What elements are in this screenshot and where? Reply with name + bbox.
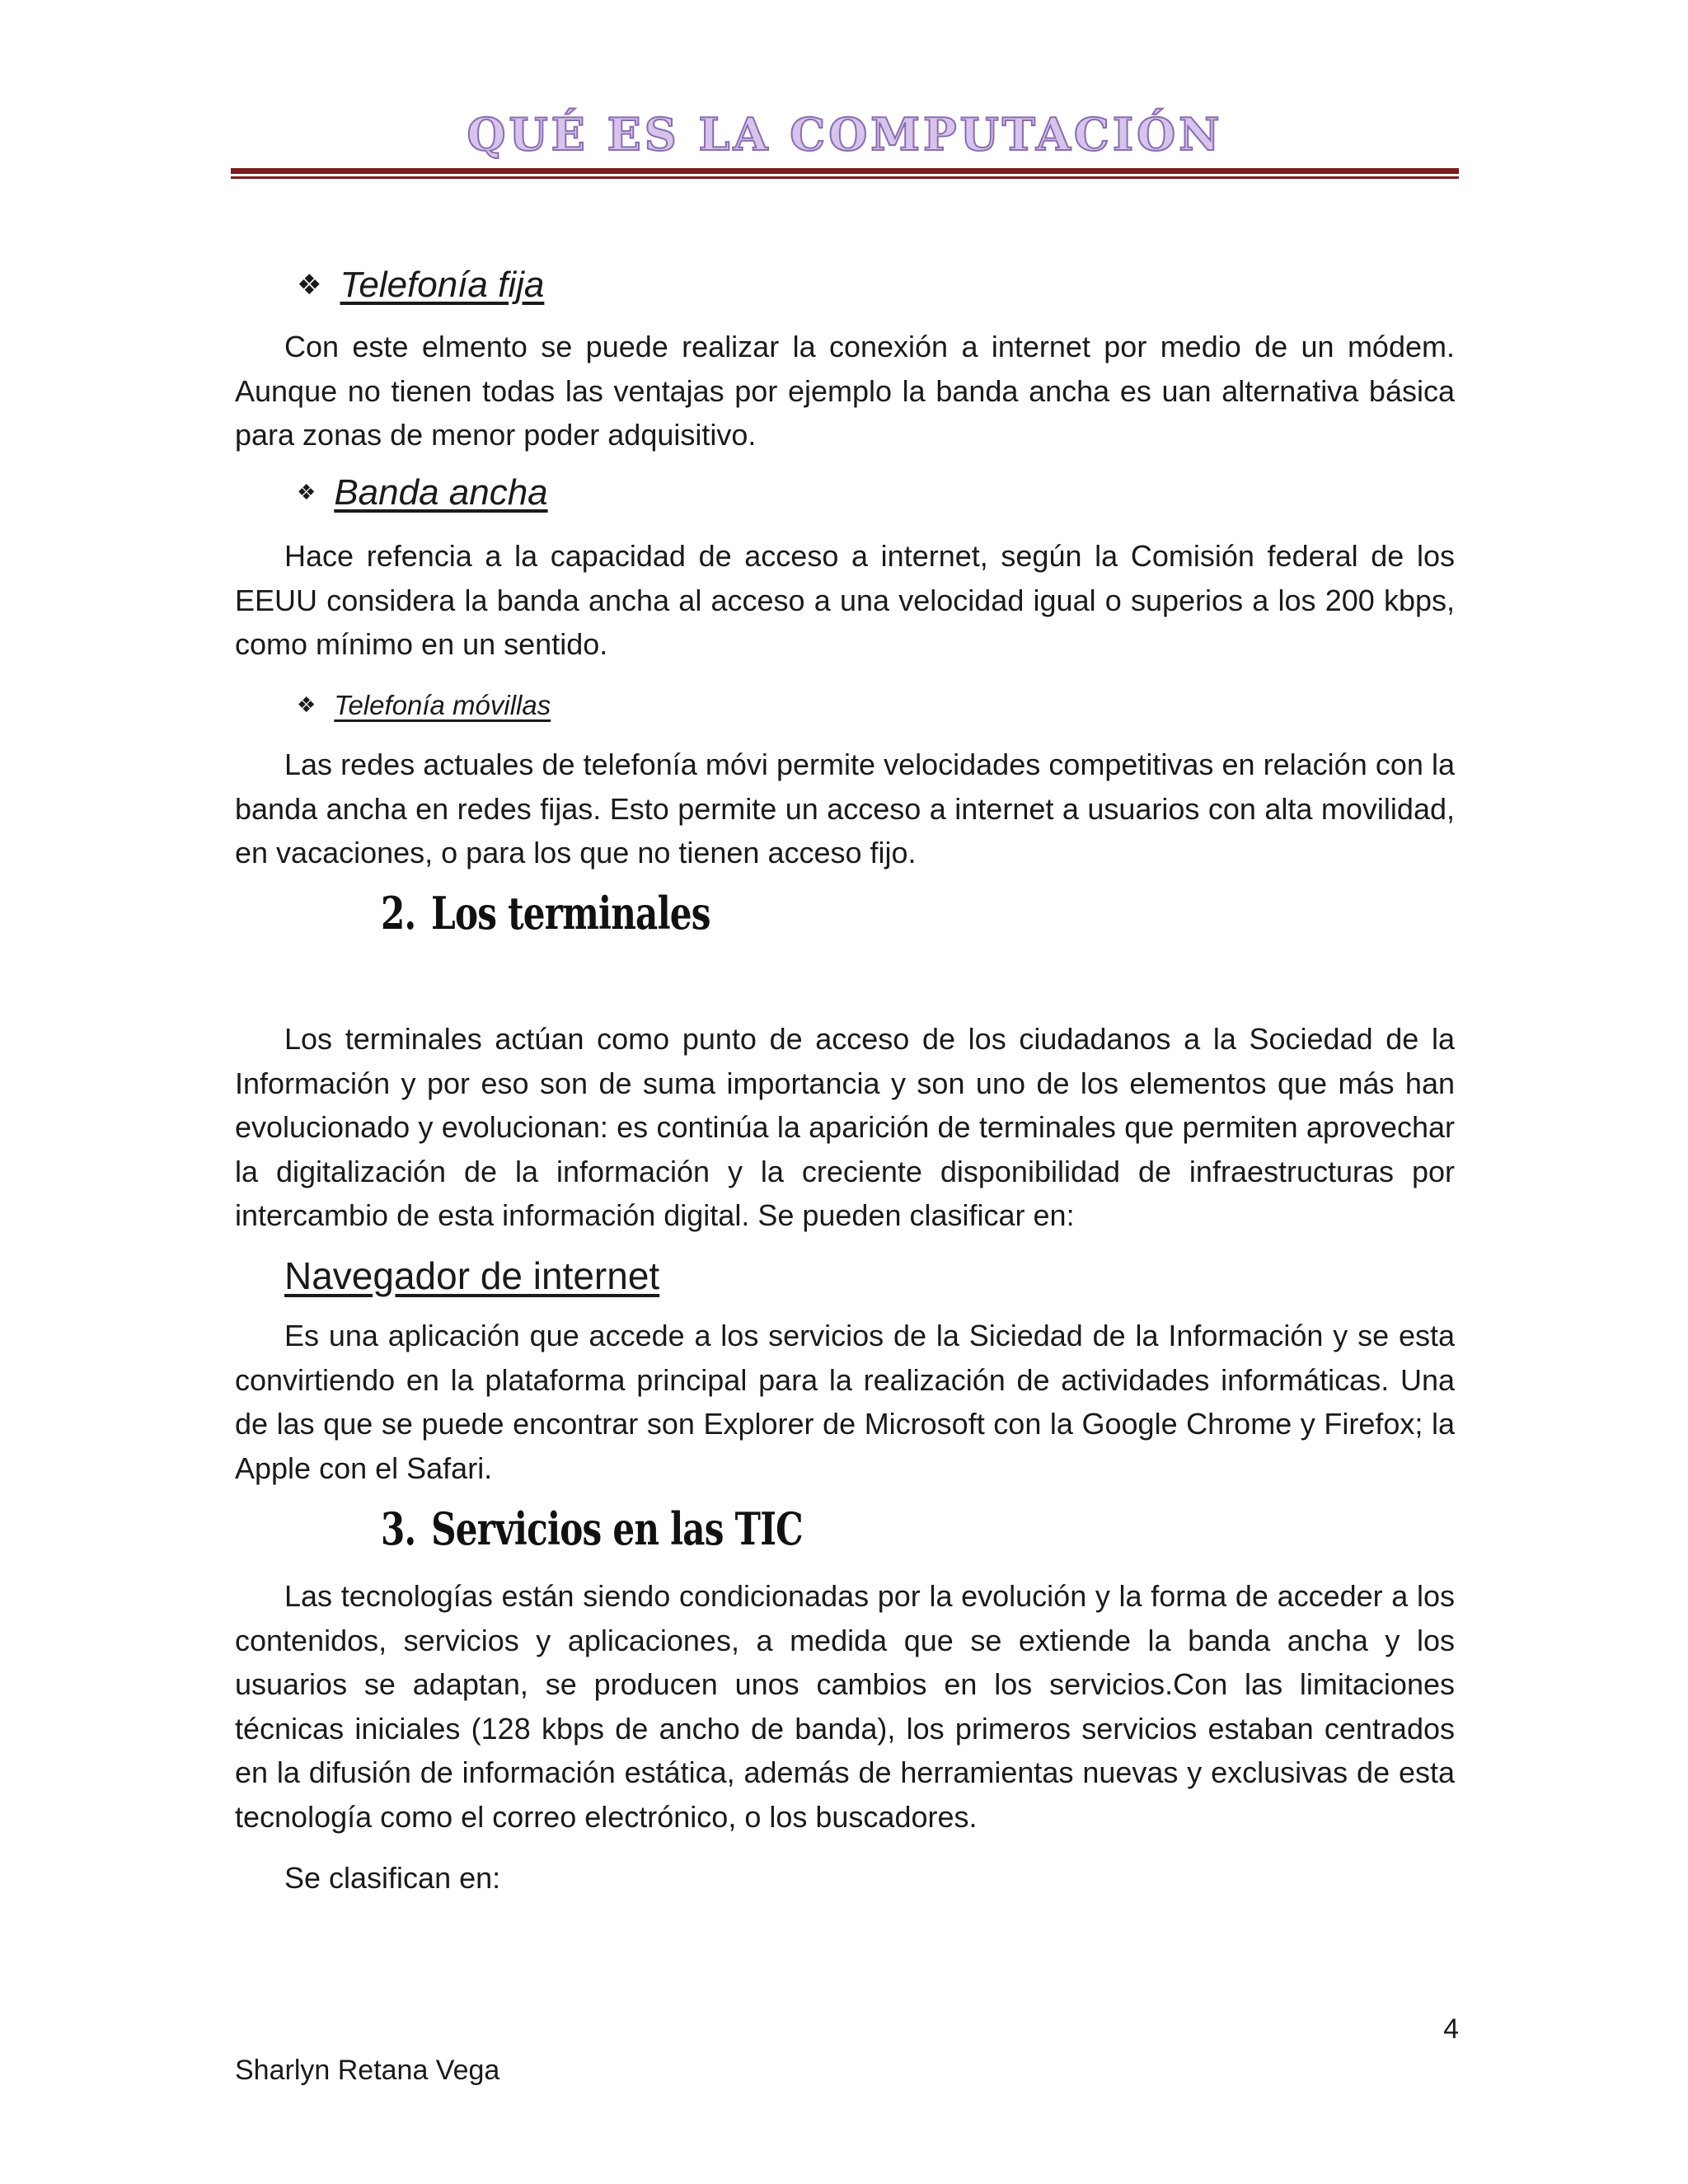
paragraph-se-clasifican: Se clasifican en: xyxy=(284,1861,501,1895)
section-title: Servicios en las TIC xyxy=(431,1502,803,1555)
heading-banda-ancha xyxy=(297,467,548,518)
page-header-title: QUÉ ES LA COMPUTACIÓN xyxy=(467,108,1223,161)
paragraph-navegador: Es una aplicación que accede a los servicios de la Siciedad de la Información y se esta convirtiendo en la plataforma principal para la realización de actividades informáticas. Una de las que se puede encontrar son Explorer de Microsoft con la Google Chrome y Firefox; la Apple con el Safari. xyxy=(235,1319,1455,1485)
heading-telefonia-movil-label: Telefonía móvillas xyxy=(334,690,551,720)
section-title: Los terminales xyxy=(431,887,710,940)
section-heading-servicios xyxy=(381,1500,803,1558)
subheading-navegador: Navegador de internet xyxy=(284,1254,660,1297)
heading-telefonia-fija-label: Telefonía fija xyxy=(340,265,545,305)
page-number: 4 xyxy=(1443,2013,1459,2045)
paragraph-banda-ancha: Hace refencia a la capacidad de acceso a internet, según la Comisión federal de los EEUU considera la banda ancha al acceso a una velocidad igual o superios a los 200 kbps, como mínimo en un sentido. xyxy=(235,539,1455,661)
diamond-bullet-icon: ❖ xyxy=(297,693,316,718)
header-rule-thick xyxy=(231,168,1459,174)
section-heading-terminales xyxy=(381,884,710,942)
paragraph-telefonia-movil: Las redes actuales de telefonía móvi permite velocidades competitivas en relación con la banda ancha en redes fijas. Esto permite un acceso a internet a usuarios con alta movilidad, en vacaciones, o para los que no tienen acceso fijo. xyxy=(235,748,1455,869)
footer-author: Sharlyn Retana Vega xyxy=(235,2055,500,2086)
header-rule-thin xyxy=(231,176,1459,179)
heading-banda-ancha-label: Banda ancha xyxy=(334,472,548,513)
section-number: 3. xyxy=(381,1502,416,1555)
section-number: 2. xyxy=(381,887,416,940)
paragraph-servicios: Las tecnologías están siendo condicionadas por la evolución y la forma de acceder a los contenidos, servicios y aplicaciones, a medida que se extiende la banda ancha y los usuarios se adaptan, se producen unos cambios en los servicios.Con las limitaciones técnicas iniciales (128 kbps de ancho de banda), los primeros servicios estaban centrados en la difusión de información estática, además de herramientas nuevas y exclusivas de esta tecnología como el correo electrónico, o los buscadores. xyxy=(235,1579,1455,1834)
diamond-bullet-icon: ❖ xyxy=(297,269,322,302)
heading-telefonia-movil xyxy=(297,686,551,725)
paragraph-terminales: Los terminales actúan como punto de acceso de los ciudadanos a la Sociedad de la Información y por eso son de suma importancia y son uno de los elementos que más han evolucionado y evolucionan: es continúa la aparición de terminales que permiten aprovechar la digitalización de la información y la creciente disponibilidad de infraestructuras por intercambio de esta información digital. Se pueden clasificar en: xyxy=(235,1022,1455,1232)
paragraph-telefonia-fija: Con este elmento se puede realizar la conexión a internet por medio de un módem. Aunque no tienen todas las ventajas por ejemplo la banda ancha es uan alternativa básica para zonas de menor poder adquisitivo. xyxy=(235,330,1455,452)
diamond-bullet-icon: ❖ xyxy=(297,480,316,505)
heading-telefonia-fija xyxy=(297,260,544,311)
